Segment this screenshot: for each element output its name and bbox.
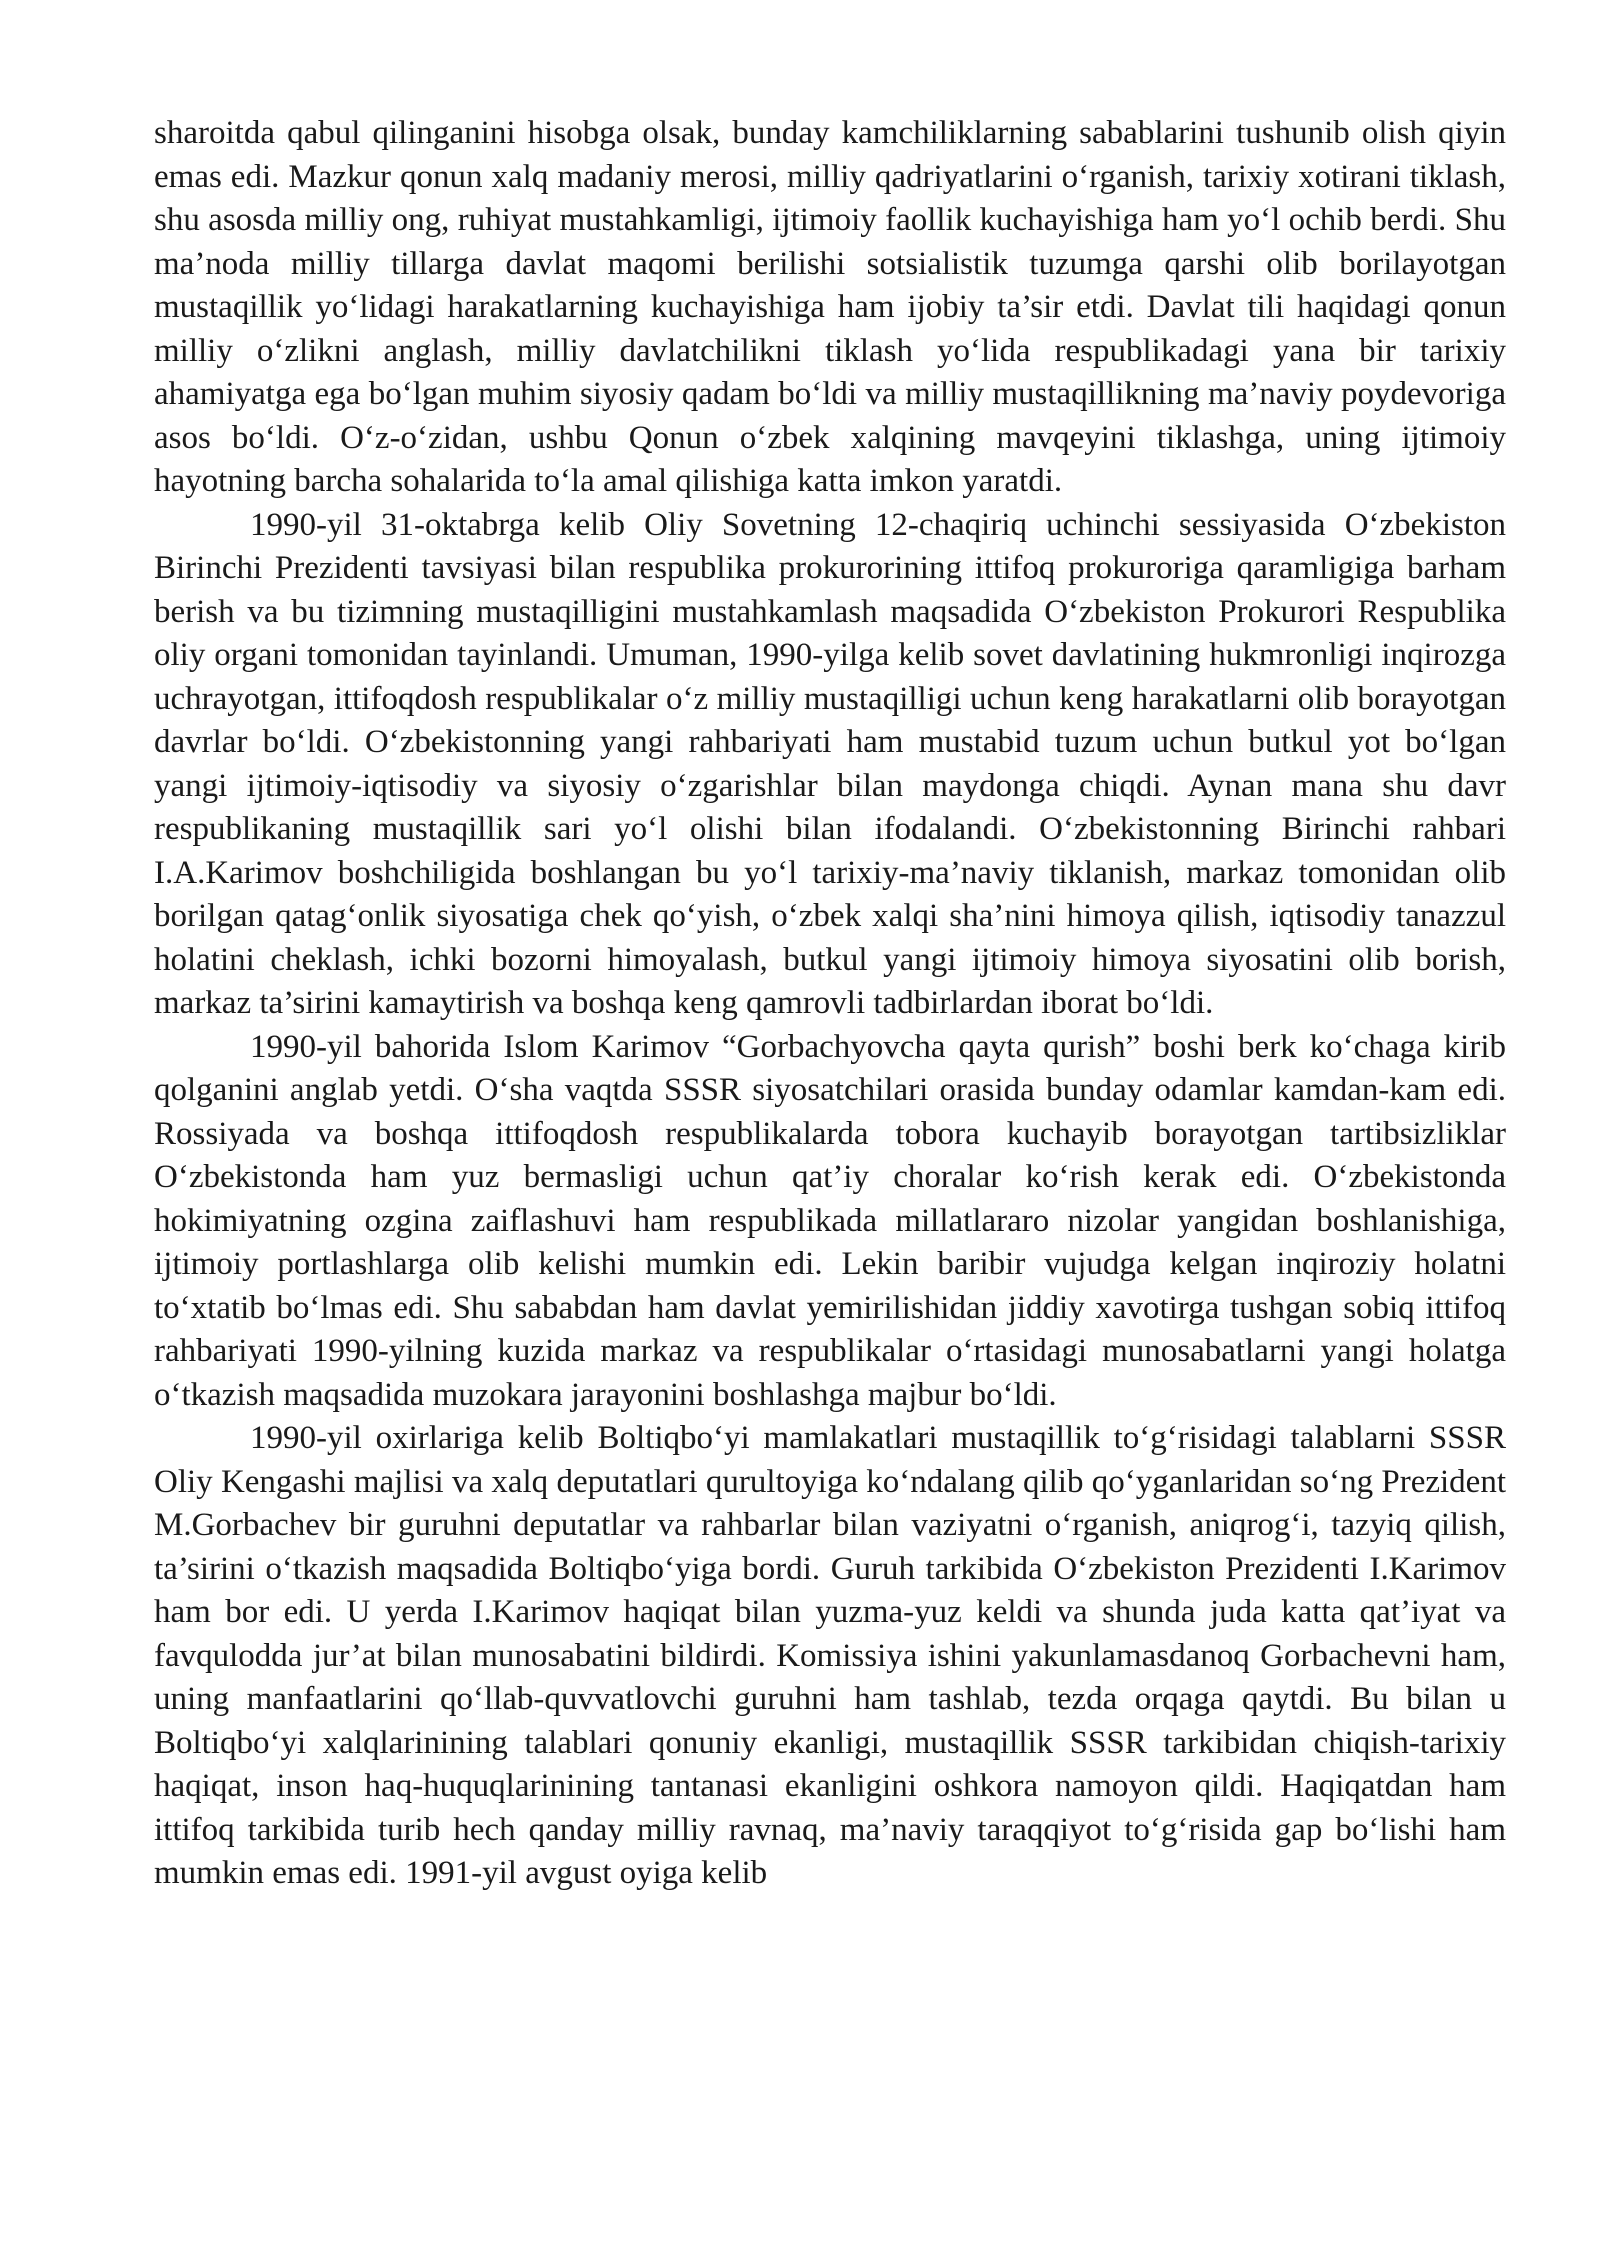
paragraph-2: 1990-yil 31-oktabrga kelib Oliy Sovetning 12-chaqiriq uchinchi sessiyasida O‘zbekiston Birinchi Prezidenti tavsiyasi bilan respublika prokurorining ittifoq prokuroriga qaramligiga barham berish va bu tizimning mustaqilligini mustahkamlash maqsadida O‘zbekiston Prokurori Respublika oliy organi tomonidan tayinlandi. Umuman, 1990-yilga kelib sovet davlatining hukmronligi inqirozga uchrayotgan, ittifoqdosh respublikalar o‘z milliy mustaqilligi uchun keng harakatlarni olib borayotgan davrlar bo‘ldi. O‘zbekistonning yangi rahbariyati ham mustabid tuzum uchun butkul yot bo‘lgan yangi ijtimoiy-iqtisodiy va siyosiy o‘zgarishlar bilan maydonga chiqdi. Aynan mana shu davr respublikaning mustaqillik sari yo‘l olishi bilan ifodalandi. O‘zbekistonning Birinchi rahbari I.A.Karimov boshchiligida boshlangan bu yo‘l tarixiy-ma’naviy tiklanish, markaz tomonidan olib borilgan qatag‘onlik siyosatiga chek qo‘yish, o‘zbek xalqi sha’nini himoya qilish, iqtisodiy tanazzul holatini cheklash, ichki bozorni himoyalash, butkul yangi ijtimoiy himoya siyosatini olib borish, markaz ta’sirini kamaytirish va boshqa keng qamrovli tadbirlardan iborat bo‘ldi.	[154, 506, 1506, 1021]
document-page	[154, 112, 1506, 1896]
paragraph-4: 1990-yil oxirlariga kelib Boltiqbo‘yi mamlakatlari mustaqillik to‘g‘risidagi talablarni SSSR Oliy Kengashi majlisi va xalq deputatlari qurultoyiga ko‘ndalang qilib qo‘yganlaridan so‘ng Prezident M.Gorbachev bir guruhni deputatlar va rahbarlar bilan vaziyatni o‘rganish, aniqrog‘i, tazyiq qilish, ta’sirini o‘tkazish maqsadida Boltiqbo‘yiga bordi. Guruh tarkibida O‘zbekiston Prezidenti I.Karimov ham bor edi. U yerda I.Karimov haqiqat bilan yuzma-yuz keldi va shunda juda katta qat’iyat va favqulodda jur’at bilan munosabatini bildirdi. Komissiya ishini yakunlamasdanoq Gorbachevni ham, uning manfaatlarini qo‘llab-quvvatlovchi guruhni ham tashlab, tezda orqaga qaytdi. Bu bilan u Boltiqbo‘yi xalqlarinining talablari qonuniy ekanligi, mustaqillik SSSR tarkibidan chiqish-tarixiy haqiqat, inson haq-huquqlarinining tantanasi ekanligini oshkora namoyon qildi. Haqiqatdan ham ittifoq tarkibida turib hech qanday milliy ravnaq, ma’naviy taraqqiyot to‘g‘risida gap bo‘lishi ham mumkin emas edi. 1991-yil avgust oyiga kelib	[154, 1420, 1506, 1891]
paragraph-3: 1990-yil bahorida Islom Karimov “Gorbachyovcha qayta qurish” boshi berk ko‘chaga kirib qolganini anglab yetdi. O‘sha vaqtda SSSR siyosatchilari orasida bunday odamlar kamdan-kam edi. Rossiyada va boshqa ittifoqdosh respublikalarda tobora kuchayib borayotgan tartibsizliklar O‘zbekistonda ham yuz bermasligi uchun qat’iy choralar ko‘rish kerak edi. O‘zbekistonda hokimiyatning ozgina zaiflashuvi ham respublikada millatlararo nizolar yangidan boshlanishiga, ijtimoiy portlashlarga olib kelishi mumkin edi. Lekin baribir vujudga kelgan inqiroziy holatni to‘xtatib bo‘lmas edi. Shu sababdan ham davlat yemirilishidan jiddiy xavotirga tushgan sobiq ittifoq rahbariyati 1990-yilning kuzida markaz va respublikalar o‘rtasidagi munosabatlarni yangi holatga o‘tkazish maqsadida muzokara jarayonini boshlashga majbur bo‘ldi.	[154, 1028, 1506, 1413]
paragraph-1: sharoitda qabul qilinganini hisobga olsak, bunday kamchiliklarning sabablarini tushunib olish qiyin emas edi. Mazkur qonun xalq madaniy merosi, milliy qadriyatlarini o‘rganish, tarixiy xotirani tiklash, shu asosda milliy ong, ruhiyat mustahkamligi, ijtimoiy faollik kuchayishiga ham yo‘l ochib berdi. Shu ma’noda milliy tillarga davlat maqomi berilishi sotsialistik tuzumga qarshi olib borilayotgan mustaqillik yo‘lidagi harakatlarning kuchayishiga ham ijobiy ta’sir etdi. Davlat tili haqidagi qonun milliy o‘zlikni anglash, milliy davlatchilikni tiklash yo‘lida respublikadagi yana bir tarixiy ahamiyatga ega bo‘lgan muhim siyosiy qadam bo‘ldi va milliy mustaqillikning ma’naviy poydevoriga asos bo‘ldi. O‘z-o‘zidan, ushbu Qonun o‘zbek xalqining mavqeyini tiklashga, uning ijtimoiy hayotning barcha sohalarida to‘la amal qilishiga katta imkon yaratdi.	[154, 115, 1506, 499]
